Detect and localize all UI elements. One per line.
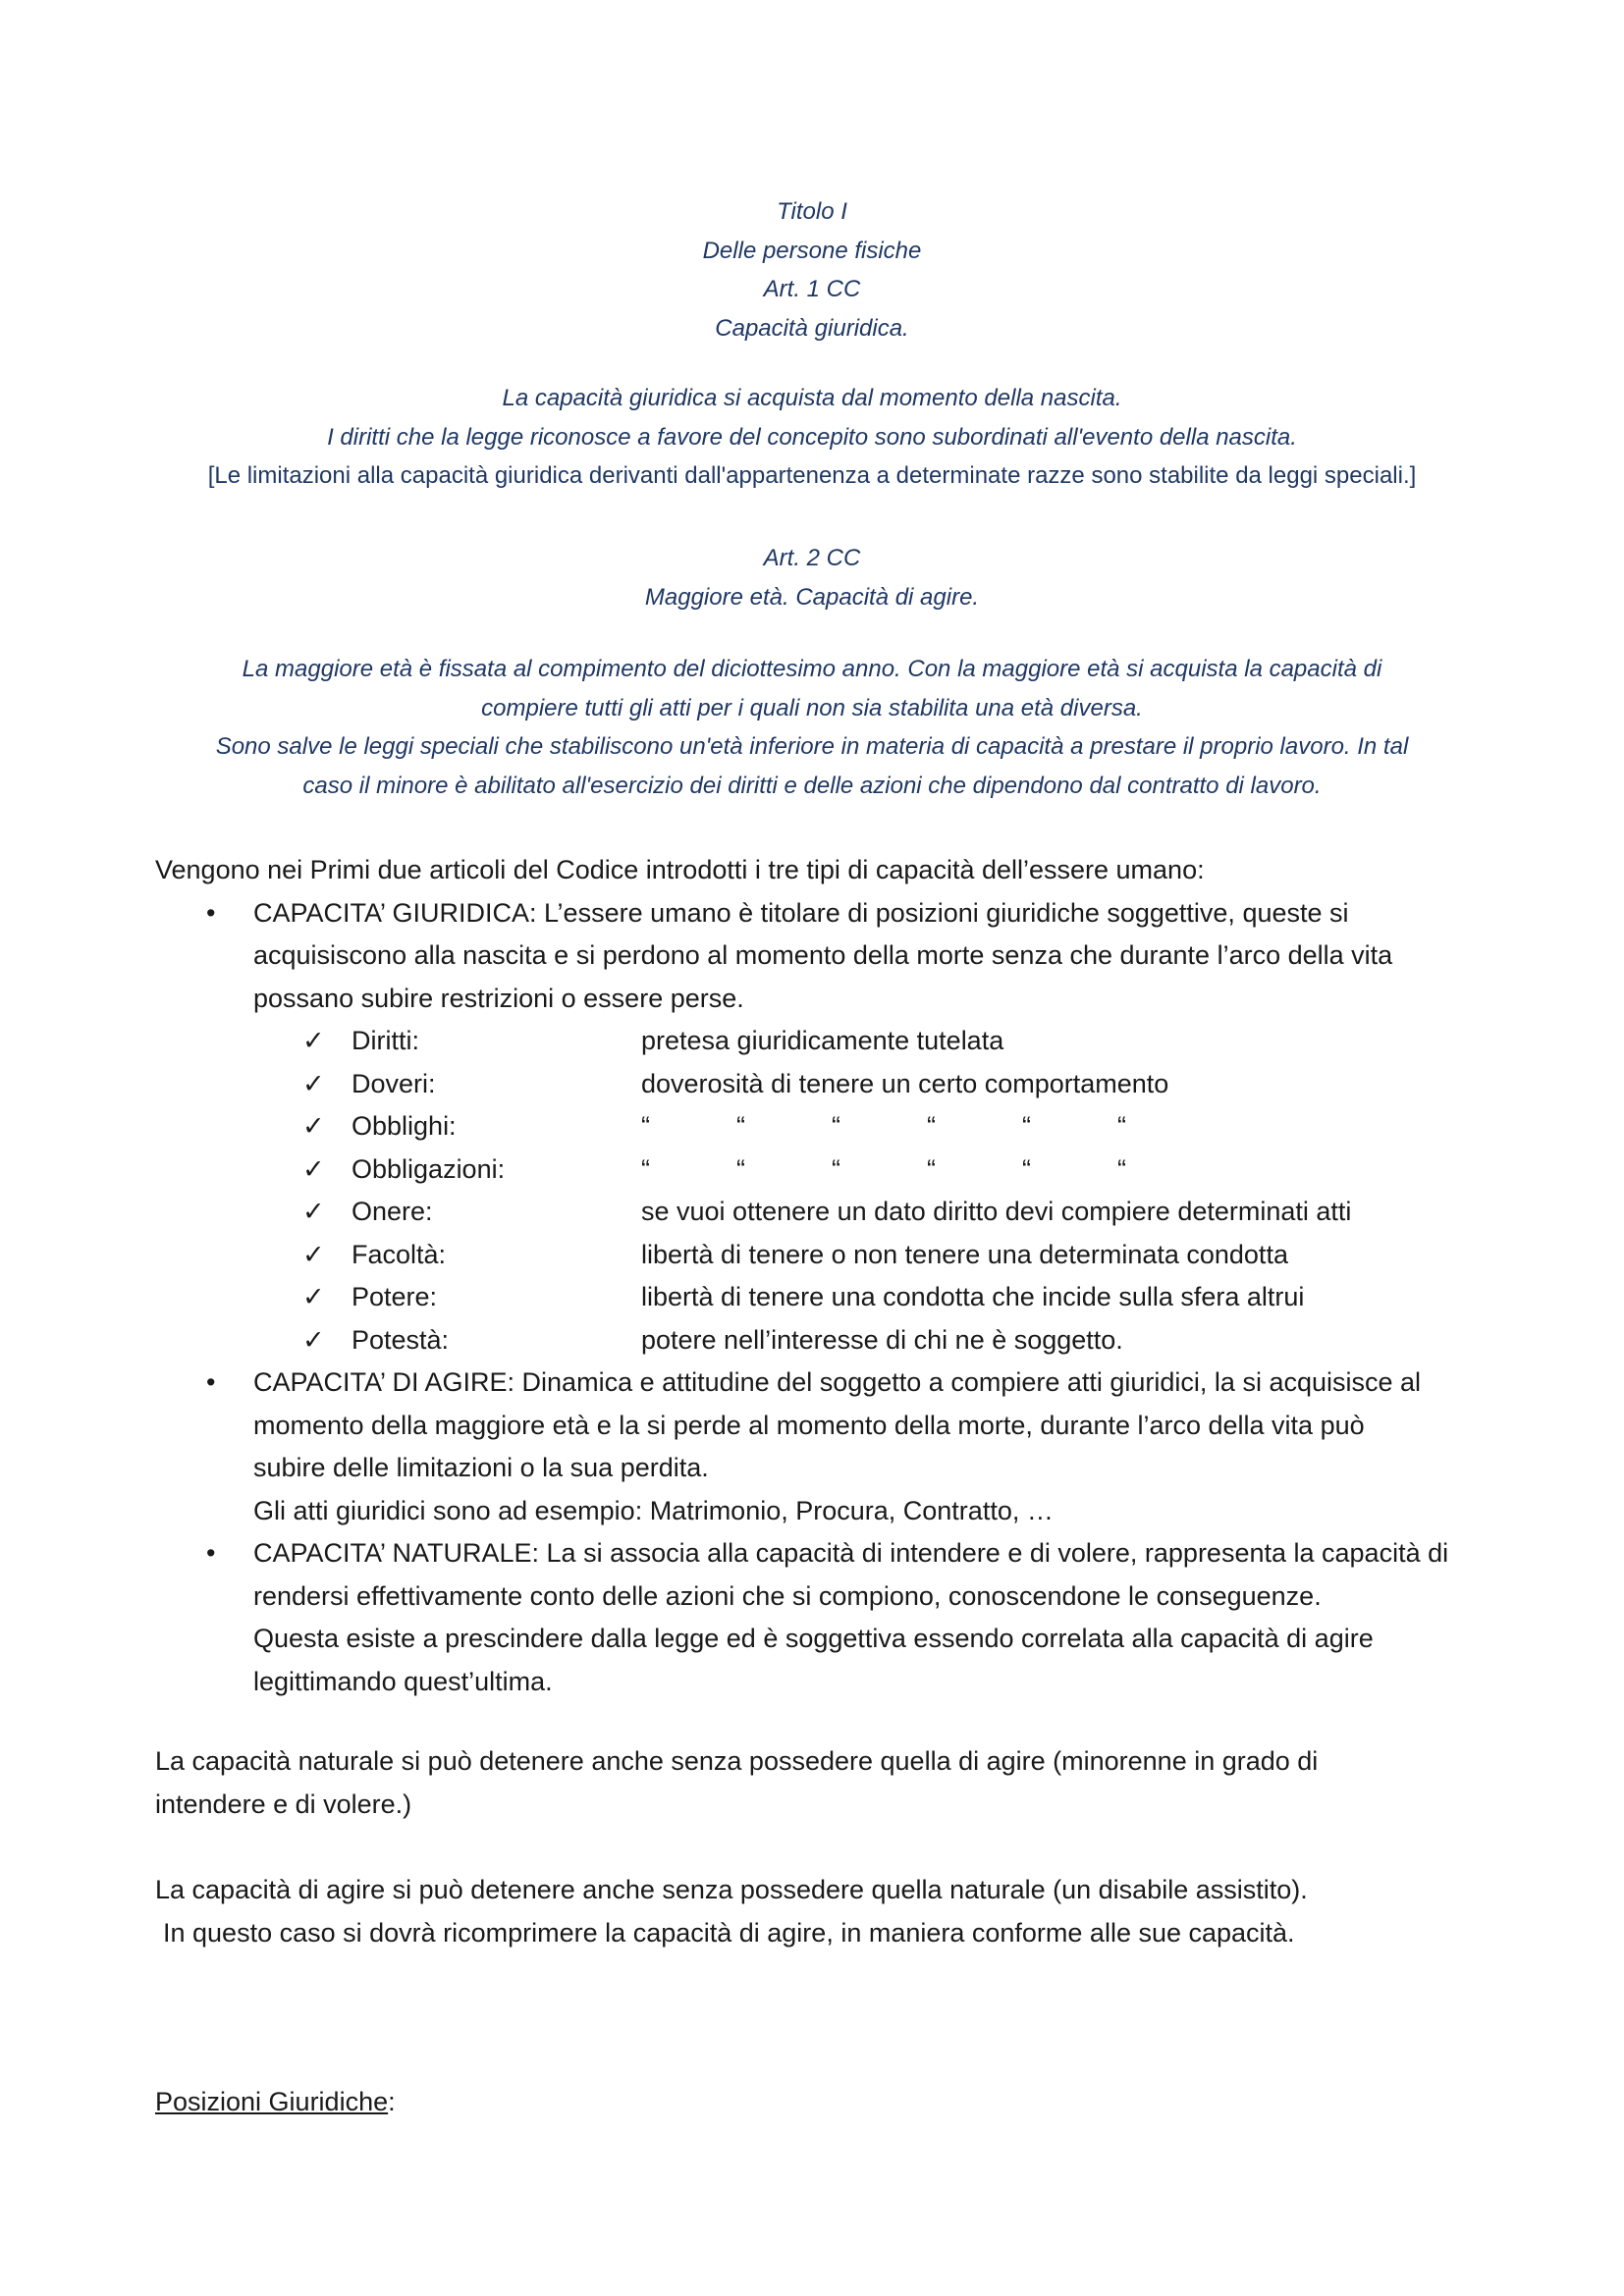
check-item <box>155 1020 1490 1063</box>
section-heading-line <box>155 2081 1490 2124</box>
check-item <box>155 1276 1490 1319</box>
ditto-mark: “ <box>736 1111 745 1141</box>
art2-line: caso il minore è abilitato all'esercizio dei diritti e delle azioni che dipendono dal contratto di lavoro. <box>302 772 1322 799</box>
check-desc: doverosità di tenere un certo comportamento <box>641 1068 1169 1098</box>
capacities-section <box>155 849 1490 1703</box>
ditto-mark: “ <box>832 1111 840 1141</box>
check-item <box>155 1234 1490 1277</box>
check-desc: libertà di tenere o non tenere una determinata condotta <box>641 1239 1288 1269</box>
ditto-mark: “ <box>1022 1153 1031 1184</box>
ditto-mark: “ <box>927 1153 936 1184</box>
checkmark-icon: ✓ <box>302 1026 325 1055</box>
check-term: Doveri: <box>352 1068 436 1098</box>
paragraph-line: La capacità di agire si può detenere anche senza possedere quella naturale (un disabile assistito). <box>155 1875 1308 1904</box>
checkmark-icon: ✓ <box>302 1239 325 1269</box>
bullet-icon: • <box>206 897 216 928</box>
check-term: Obbligazioni: <box>352 1153 506 1184</box>
ditto-mark: “ <box>736 1153 745 1184</box>
check-item <box>155 1319 1490 1362</box>
art1-line: [Le limitazioni alla capacità giuridica derivanti dall'appartenenza a determinate razze sono stabilite da leggi speciali.] <box>207 462 1417 489</box>
checkmark-icon: ✓ <box>302 1197 325 1226</box>
check-item <box>155 1105 1490 1148</box>
bullet-capacita-naturale <box>155 1532 1490 1703</box>
section-heading-colon: : <box>388 2087 396 2116</box>
article-number: Art. 2 CC <box>763 545 861 571</box>
paragraph-line: In questo caso si dovrà ricomprimere la capacità di agire, in maniera conforme alle sue capacità. <box>163 1917 1295 1948</box>
check-item <box>155 1148 1490 1192</box>
section-heading-label: Posizioni Giuridiche <box>155 2087 389 2116</box>
subtitle-line: Delle persone fisiche <box>702 237 922 264</box>
article-heading: Maggiore età. Capacità di agire. <box>644 583 980 611</box>
ditto-mark: “ <box>1117 1153 1126 1184</box>
art1-line: I diritti che la legge riconosce a favore del concepito sono subordinati all'evento della nascita. <box>327 423 1297 451</box>
bullet-line: CAPACITA’ GIURIDICA: L’essere umano è titolare di posizioni giuridiche soggettive, queste si <box>253 897 1349 928</box>
check-term: Onere: <box>352 1197 433 1226</box>
ditto-mark: “ <box>1117 1111 1126 1141</box>
check-desc: potere nell’interesse di chi ne è soggetto. <box>641 1324 1123 1355</box>
paragraph-line: intendere e di volere.) <box>155 1789 412 1819</box>
checklist <box>155 1020 1490 1362</box>
art1-line: La capacità giuridica si acquista dal momento della nascita. <box>502 385 1122 411</box>
check-desc: pretesa giuridicamente tutelata <box>641 1026 1004 1055</box>
ditto-mark: “ <box>641 1153 650 1184</box>
intro-paragraph: Vengono nei Primi due articoli del Codice introdotti i tre tipi di capacità dell’essere umano: <box>155 855 1205 884</box>
check-term: Diritti: <box>352 1026 419 1055</box>
art2-line: Sono salve le leggi speciali che stabiliscono un'età inferiore in materia di capacità a prestare il proprio lavoro. In tal <box>215 733 1409 760</box>
bullet-line: Questa esiste a prescindere dalla legge ed è soggettiva essendo correlata alla capacità di agire <box>253 1624 1374 1653</box>
check-term: Potestà: <box>352 1324 450 1355</box>
ditto-mark: “ <box>927 1111 936 1141</box>
bullet-line: Gli atti giuridici sono ad esempio: Matrimonio, Procura, Contratto, … <box>253 1495 1054 1525</box>
paragraph-line: La capacità naturale si può detenere anche senza possedere quella di agire (minorenne in grado di <box>155 1746 1319 1776</box>
paragraph-capacita-naturale <box>155 1740 1490 1826</box>
bullet-line: subire delle limitazioni o la sua perdita. <box>253 1453 709 1482</box>
bullet-capacita-di-agire <box>155 1362 1490 1532</box>
check-item <box>155 1063 1490 1106</box>
article-number: Art. 1 CC <box>763 276 861 302</box>
check-desc: se vuoi ottenere un dato diritto devi compiere determinati atti <box>641 1197 1352 1226</box>
checkmark-icon: ✓ <box>302 1282 325 1311</box>
bullet-capacita-giuridica <box>155 892 1490 1021</box>
check-term: Obblighi: <box>352 1111 457 1141</box>
bullet-line: momento della maggiore età e la si perde al momento della morte, durante l’arco della vita può <box>253 1410 1365 1440</box>
section-heading <box>155 2081 1490 2124</box>
bullet-icon: • <box>206 1367 216 1397</box>
bullet-icon: • <box>206 1538 216 1568</box>
art1-text <box>147 379 1477 496</box>
art2-text <box>147 650 1477 805</box>
art2-line: compiere tutti gli atti per i quali non sia stabilita una età diversa. <box>481 694 1143 721</box>
bullet-line: rendersi effettivamente conto delle azioni che si compiono, conoscendone le conseguenze. <box>253 1580 1322 1611</box>
ditto-marks <box>641 1148 1490 1192</box>
paragraph-capacita-agire <box>155 1869 1490 1954</box>
bullet-line: legittimando quest’ultima. <box>253 1666 553 1696</box>
checkmark-icon: ✓ <box>302 1153 325 1184</box>
check-item <box>155 1191 1490 1234</box>
title-line: Titolo I <box>777 198 847 225</box>
check-term: Facoltà: <box>352 1239 447 1269</box>
checkmark-icon: ✓ <box>302 1324 325 1355</box>
ditto-mark: “ <box>641 1111 650 1141</box>
bullet-line: CAPACITA’ DI AGIRE: Dinamica e attitudine del soggetto a compiere atti giuridici, la si acquisisce al <box>253 1367 1422 1397</box>
title-block <box>147 192 1477 347</box>
bullet-line: possano subire restrizioni o essere perse. <box>253 983 744 1013</box>
art2-line: La maggiore età è fissata al compimento del diciottesimo anno. Con la maggiore età si acquista la capacità di <box>242 656 1382 682</box>
ditto-marks <box>641 1105 1490 1148</box>
bullet-line: acquisiscono alla nascita e si perdono al momento della morte senza che durante l’arco della vita <box>253 940 1393 970</box>
article-heading: Capacità giuridica. <box>715 314 909 342</box>
checkmark-icon: ✓ <box>302 1068 325 1098</box>
art2-heading <box>147 539 1477 616</box>
check-desc: libertà di tenere una condotta che incide sulla sfera altrui <box>641 1282 1305 1311</box>
check-term: Potere: <box>352 1282 438 1311</box>
checkmark-icon: ✓ <box>302 1111 325 1141</box>
bullet-line: CAPACITA’ NATURALE: La si associa alla capacità di intendere e di volere, rappresenta la capacità di <box>253 1538 1449 1568</box>
ditto-mark: “ <box>1022 1111 1031 1141</box>
ditto-mark: “ <box>832 1153 840 1184</box>
